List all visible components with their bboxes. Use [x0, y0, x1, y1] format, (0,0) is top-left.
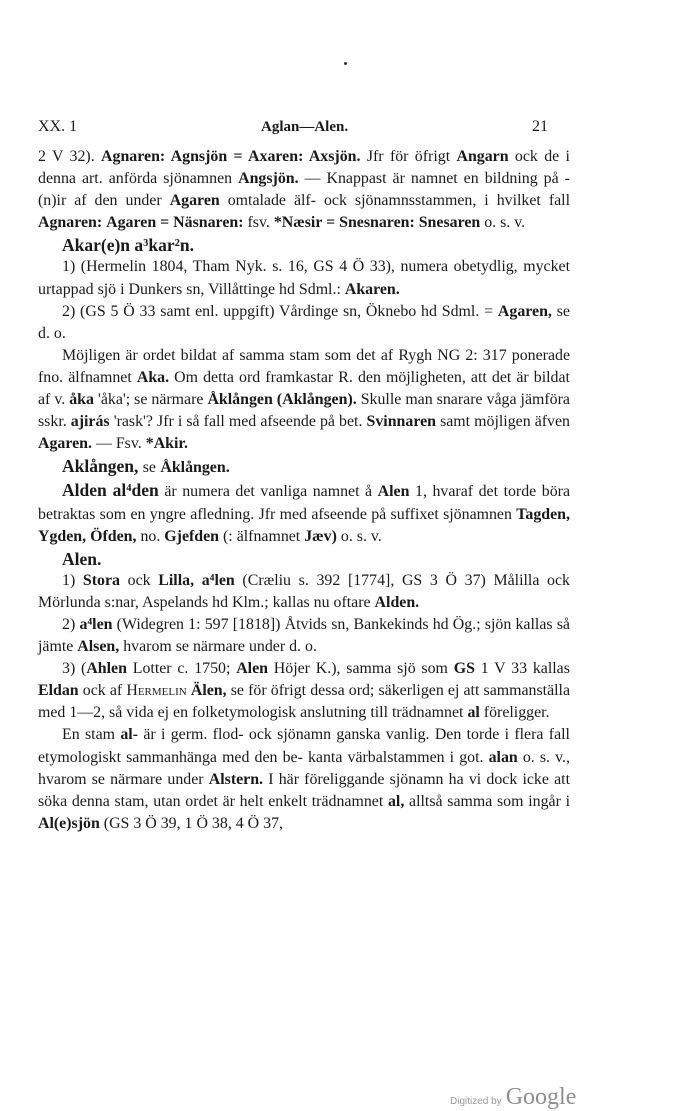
entry-heading: Aklången, se Åklången.	[62, 456, 230, 477]
running-header	[38, 118, 548, 136]
paragraph: 3) (Ahlen Lotter c. 1750; Alen Höjer K.), samma sjö som GS 1 V 33 kallas Eldan ock af Hermelin Älen, se för öfrigt dessa ord; säkerligen ej att sammanställa med 1—2, så vida ej en folketymologisk anslutning till trädnamnet al föreligger.	[38, 660, 571, 722]
page-number: 21	[531, 118, 548, 135]
digitized-watermark	[450, 1084, 576, 1111]
paragraph: 1) Stora ock Lilla, a⁴len (Cræliu s. 392 [1774], GS 3 Ö 37) Målilla ock Mörlunda s:nar, Aspelands hd Klm.; kallas nu oftare Alden.	[38, 571, 570, 611]
paragraph: 2) a⁴len (Widegren 1: 597 [1818]) Åtvids sn, Bankekinds hd Ög.; sjön kallas så jämte Alsen, hvarom se närmare under d. o.	[38, 615, 570, 656]
paragraph: 2 V 32). Agnaren: Agnsjön = Axaren: Axsjön. Jfr för öfrigt Angarn ock de i denna art. anförda sjönamnen Angsjön. — Knappast är namnet en bildning på -(n)ir af den under Agaren omtalade älf- ock sjönamnsstammen, i hvilket fall Agnaren: Agaren = Näsnaren: fsv. *Næsir = Snesnaren: Snesaren o. s. v.	[38, 148, 570, 232]
paragraph: 1) (Hermelin 1804, Tham Nyk. s. 16, GS 4 Ö 33), numera obetydlig, mycket urtappad sjö i Dunkers sn, Villåttinge hd Sdml.: Akaren.	[38, 258, 570, 298]
page-title: Aglan—Alen.	[261, 119, 349, 135]
paragraph: Alden al⁴den är numera det vanliga namnet å Alen 1, hvaraf det torde böra betraktas som en yngre afledning. Jfr med afseende på suffixet sjönamnen Tagden, Ygden, Öfden, no. Gjefden (: älfnamnet Jæv) o. s. v.	[38, 480, 571, 545]
entry-heading: Akar(e)n a³kar²n.	[62, 235, 195, 256]
body-text	[38, 146, 570, 835]
ink-dot	[344, 62, 347, 65]
section-number: XX. 1	[38, 118, 78, 135]
digitized-label: Digitized by	[450, 1096, 502, 1107]
entry-heading: Alen.	[62, 548, 102, 569]
paragraph: En stam al- är i germ. flod- ock sjönamn ganska vanlig. Den torde i flera fall etymologiskt sammanhänga med den be- kanta värbalstammen i got. alan o. s. v., hvarom se närmare under Alstern. I här föreliggande sjönamn ha vi dock icke att söka denna stam, utan ordet är helt enkelt trädnamnet al, alltså samma som ingår i Al(e)sjön (GS 3 Ö 39, 1 Ö 38, 4 Ö 37,	[38, 726, 570, 832]
paragraph: 2) (GS 5 Ö 33 samt enl. uppgift) Vårdinge sn, Öknebo hd Sdml. = Agaren, se d. o.	[38, 302, 570, 342]
paragraph: Möjligen är ordet bildat af samma stam som det af Rygh NG 2: 317 ponerade fno. älfnamnet Aka. Om detta ord framkastar R. den möjligheten, att det är bildat af v. åka 'åka'; se närmare Åklången (Aklången). Skulle man snarare våga jämföra sskr. ajirás 'rask'? Jfr i så fall med afseende på bet. Svinnaren samt möjligen äfven Agaren. — Fsv. *Akir.	[38, 346, 570, 453]
google-logo: Google	[505, 1084, 577, 1110]
